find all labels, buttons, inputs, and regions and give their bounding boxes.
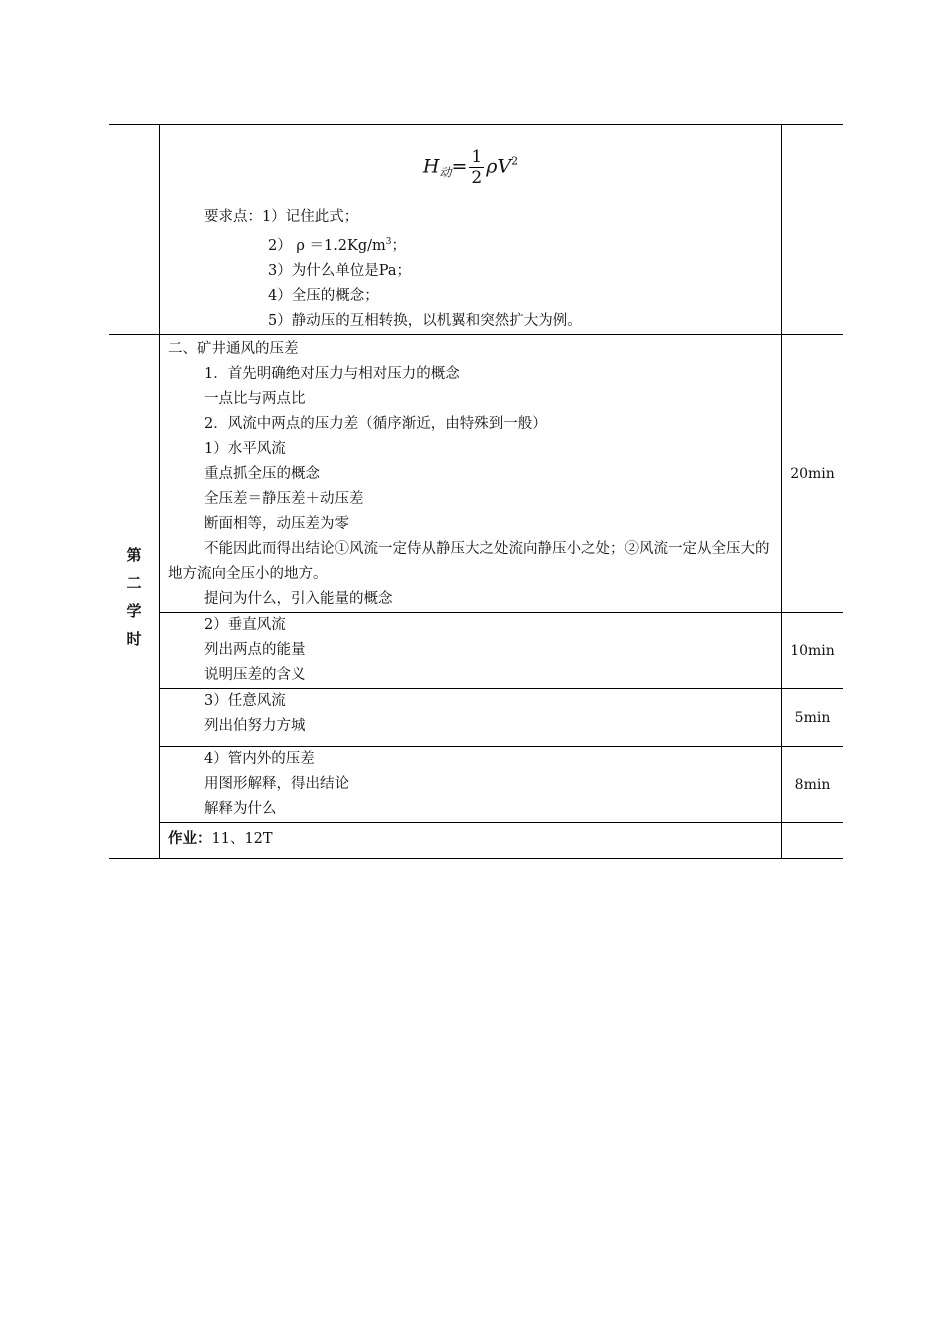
row-section5 xyxy=(109,747,843,823)
text-line: 断面相等，动压差为零 xyxy=(204,516,349,532)
text-line: 重点抓全压的概念 xyxy=(204,466,320,482)
row-section2 xyxy=(109,335,843,613)
time-cell-empty xyxy=(782,125,844,335)
text-line: 2）垂直风流 xyxy=(204,617,286,633)
section-title: 二、矿井通风的压差 xyxy=(168,341,299,357)
text-line: 提问为什么，引入能量的概念 xyxy=(204,591,393,607)
side-char: 学 xyxy=(126,601,142,620)
text-paragraph: 不能因此而得出结论①风流一定侍从静压大之处流向静压小之处；②风流一定从全压大的地方流向全压小的地方。 xyxy=(168,541,770,582)
dynamic-pressure-formula xyxy=(160,125,781,205)
homework-value: 11、12T xyxy=(211,831,273,847)
text-line: 全压差＝静压差＋动压差 xyxy=(204,491,364,507)
key-point-2-text: 2） ρ ＝1.2Kg/m xyxy=(268,238,386,254)
fraction-numerator: 1 xyxy=(471,147,483,167)
time-allocation: 8min xyxy=(782,747,844,823)
row-formula xyxy=(109,125,843,335)
row-section4 xyxy=(109,689,843,747)
side-char: 二 xyxy=(126,573,142,592)
text-line: 1．首先明确绝对压力与相对压力的概念 xyxy=(204,366,460,382)
key-point-5: 5）静动压的互相转换，以机翼和突然扩大为例。 xyxy=(268,313,582,329)
time-allocation: 5min xyxy=(782,689,844,747)
homework-cell xyxy=(160,823,782,859)
formula-lhs-sub: 动 xyxy=(439,165,452,180)
text-line: 一点比与两点比 xyxy=(204,391,306,407)
key-point-2-end: ； xyxy=(391,238,407,254)
section2-cell xyxy=(160,335,782,613)
side-char: 第 xyxy=(126,545,142,564)
formula-rhs: ρV xyxy=(486,155,512,178)
time-cell-empty xyxy=(782,823,844,859)
text-line: 3）任意风流 xyxy=(204,693,286,709)
row-section3 xyxy=(109,613,843,689)
side-char: 时 xyxy=(126,629,142,648)
time-allocation: 20min xyxy=(782,335,844,613)
key-points-line: 要求点：1）记住此式； xyxy=(204,209,359,225)
text-line: 解释为什么 xyxy=(204,801,277,817)
key-point-4: 4）全压的概念； xyxy=(268,288,379,304)
formula-fraction xyxy=(469,147,484,188)
side-label-second-period xyxy=(109,335,160,859)
row-homework xyxy=(109,823,843,859)
text-line: 2．风流中两点的压力差（循序渐近，由特殊到一般） xyxy=(204,416,547,432)
key-point-2 xyxy=(160,230,781,259)
fraction-denominator: 2 xyxy=(471,168,483,188)
text-line: 列出伯努力方城 xyxy=(204,718,306,734)
text-line: 用图形解释，得出结论 xyxy=(204,776,349,792)
formula-rhs-sup: 2 xyxy=(511,154,519,168)
text-line: 说明压差的含义 xyxy=(204,667,306,683)
side-cell-empty xyxy=(109,125,160,335)
key-point-2-sup: 3 xyxy=(385,237,392,247)
lesson-plan-table xyxy=(109,124,843,859)
key-point-3: 3）为什么单位是Pa； xyxy=(268,263,411,279)
homework-label: 作业： xyxy=(168,831,212,847)
section5-cell xyxy=(160,747,782,823)
homework-line xyxy=(160,827,781,852)
section3-cell xyxy=(160,613,782,689)
text-line: 列出两点的能量 xyxy=(204,642,306,658)
text-line: 1）水平风流 xyxy=(204,441,286,457)
time-allocation: 10min xyxy=(782,613,844,689)
text-line: 4）管内外的压差 xyxy=(204,751,315,767)
formula-eq: = xyxy=(451,155,468,178)
formula-cell xyxy=(160,125,782,335)
section4-cell xyxy=(160,689,782,747)
formula-lhs: H xyxy=(422,155,440,178)
